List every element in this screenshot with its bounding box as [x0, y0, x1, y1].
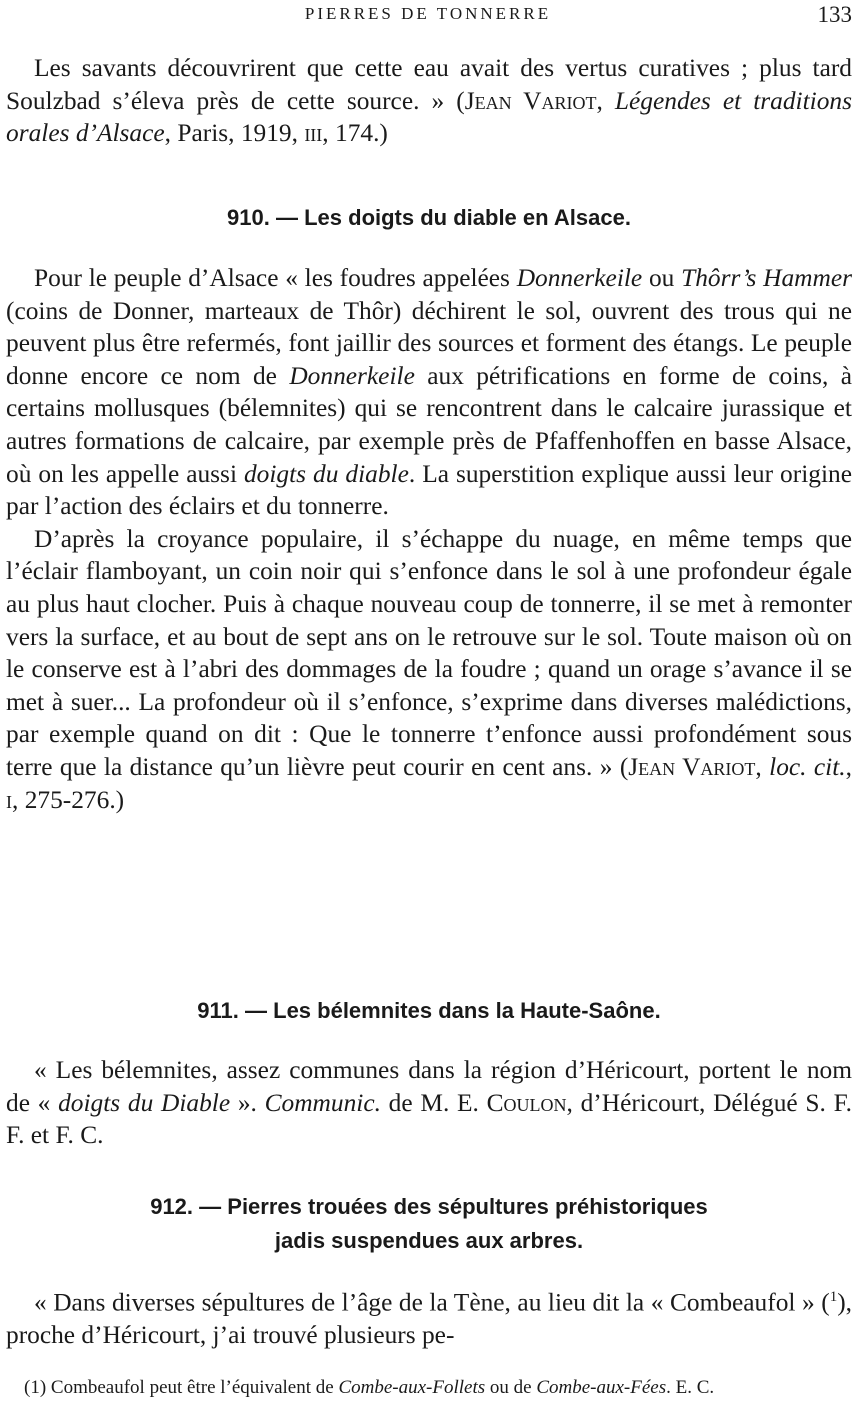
text: , 275-276.): [12, 785, 125, 814]
text: , Paris, 1919,: [164, 119, 305, 148]
section-title: Les doigts du diable en Alsace.: [304, 205, 631, 230]
section-number: 911.: [197, 998, 239, 1023]
section-number: 912.: [150, 1194, 194, 1219]
section-heading-912: [6, 1190, 852, 1258]
term: doigts du Diable: [58, 1088, 231, 1117]
text: ,: [596, 86, 615, 115]
abbreviation: Communic.: [264, 1088, 381, 1117]
place-name: Combe-aux-Fées: [536, 1377, 667, 1398]
section-title-line2: jadis suspendues aux arbres.: [274, 1228, 584, 1253]
author-name: Jean Variot: [628, 752, 756, 781]
text: Les savants découvrirent que cette eau avait des vertus curatives ; plus tard Soulzbad s’éleva près de cette source. » (: [6, 54, 852, 115]
place-name: Combe-aux-Follets: [338, 1377, 486, 1398]
volume-number: i: [6, 785, 12, 814]
paragraph-belemnites: [6, 1054, 852, 1152]
text: . E. C.: [666, 1377, 715, 1398]
term: Donnerkeile: [516, 264, 643, 292]
term: Thôrr’s Hammer: [681, 264, 852, 292]
text: aux pétrifications en forme de coins, à certains mollusques (bélemnites) qui se rencontrent dans le calcaire jurassique et autres formations de calcaire, par exemple près de Pfaffenhoffen en basse Alsace, où on les appelle aussi: [6, 361, 853, 488]
text: . La superstition explique aussi leur origine par l’action des éclairs et du tonnerre.: [6, 459, 852, 521]
running-title: PIERRES DE TONNERRE: [304, 4, 552, 23]
section-title-line1: Pierres trouées des sépultures préhistoriques: [227, 1194, 708, 1219]
work-title: Légendes et traditions orales d’Alsace: [6, 86, 852, 148]
text: , d’Héricourt, Délégué S. F. F. et F. C.: [6, 1088, 852, 1150]
text: ».: [230, 1088, 265, 1117]
author-name: Coulon: [486, 1088, 567, 1117]
dash: —: [193, 1194, 228, 1219]
text: (coins de Donner, marteaux de Thôr) déchirent le sol, ouvrent des trous qui ne peuvent plus être refermés, font jaillir des sources et forment des étangs. Le peuple donne encore ce nom de: [6, 296, 852, 390]
text: , 174.): [322, 119, 388, 148]
paragraph-alsace: [6, 262, 852, 816]
text: ,: [755, 752, 770, 781]
section-title: Les bélemnites dans la Haute-Saône.: [273, 998, 661, 1023]
footnote-reference: 1: [829, 1289, 838, 1305]
text: ou de: [485, 1377, 537, 1398]
text: « Les bélemnites, assez communes dans la région d’Héricourt, portent le nom de «: [6, 1056, 852, 1117]
paragraph-sepultures: [6, 1281, 852, 1352]
dash: —: [269, 205, 305, 230]
running-head: [0, 4, 856, 30]
text: de M. E.: [380, 1088, 487, 1117]
text: « Dans diverses sépultures de l’âge de la Tène, au lieu dit la « Combeaufol » (: [34, 1288, 830, 1317]
section-number: 910.: [227, 205, 270, 230]
paragraph-croyance: [6, 523, 852, 816]
citation: loc. cit.: [769, 752, 846, 781]
paragraph-continuation: [6, 52, 852, 150]
term: doigts du diable: [243, 459, 409, 488]
section-heading-910: [6, 203, 852, 233]
text: D’après la croyance populaire, il s’échappe du nuage, en même temps que l’éclair flamboyant, un coin noir qui s’enfonce dans le sol à une profondeur égale au plus haut clocher. Puis à chaque nouveau coup de tonnerre, il se met à remonter vers la surface, et au bout de sept ans on le retrouve sur le sol. Toute maison où on le conserve est à l’abri des dommages de la foudre ; quand un orage s’avance il se met à suer... La profondeur où il s’enfonce, s’exprime dans diverses malédictions, par exemple quand on dit : Que le tonnerre t’enfonce aussi profondément sous terre que la distance qu’un lièvre peut courir en cent ans. » (: [6, 524, 852, 781]
text: ), proche d’Héricourt, j’ai trouvé plusieurs pe-: [6, 1288, 852, 1350]
text: ou: [642, 264, 682, 292]
section-heading-911: [6, 996, 852, 1026]
term: Donnerkeile: [289, 361, 415, 390]
text: ,: [845, 752, 852, 781]
dash: —: [238, 998, 274, 1023]
footnote: [6, 1374, 852, 1401]
volume-number: iii: [304, 119, 323, 148]
text: Combeaufol peut être l’équivalent de: [50, 1377, 339, 1398]
page-number: 133: [817, 2, 852, 27]
text: Pour le peuple d’Alsace « les foudres appelées: [34, 264, 517, 292]
footnote-mark: (1): [24, 1377, 51, 1398]
author-name: Jean Variot: [464, 86, 597, 115]
